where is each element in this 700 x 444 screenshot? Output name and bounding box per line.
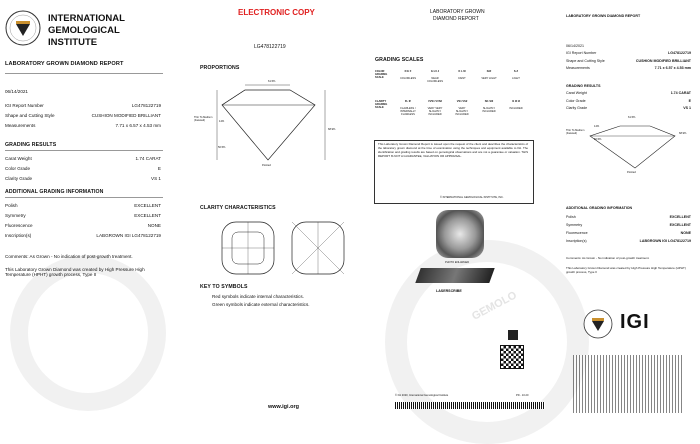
scale-cell: K L M — [458, 70, 466, 73]
stub-grading-field-value: VS 1 — [683, 106, 691, 110]
stub-additional-field-row — [566, 239, 691, 245]
grading-field-row — [5, 176, 161, 184]
stub-culet-label: Pointed — [627, 171, 636, 174]
stub-additional-title: ADDITIONAL GRADING INFORMATION — [566, 206, 633, 210]
report-field-key: IGI Report Number — [5, 103, 44, 108]
hologram — [508, 330, 518, 340]
stub-grading-field-key: Clarity Grade — [566, 106, 588, 110]
scale-description: VERY SLIGHTLY INCLUDED — [455, 107, 469, 116]
grading-scales-title: GRADING SCALES — [375, 57, 424, 63]
stub-additional-field-key: Inscription(s) — [566, 239, 587, 243]
girdle-label: Thin To Medium (Faceted) — [194, 116, 213, 123]
stub-additional-field-row — [566, 223, 691, 229]
disclaimer-text: This Laboratory Grown Diamond Report is issued upon the request of the client and describes the characteristics of the laboratory grown diamond at the time of examination using the techniques and equipment available to IGI. The identification and grading results are based on gemological observations and are not a guarantee or valuation. THIS REPORT IS NOT A GUARANTEE, VALUATION OR APPRAISAL. — [378, 142, 528, 158]
scale-description: VERY LIGHT — [481, 77, 497, 80]
stub-report-field-row — [566, 59, 691, 65]
additional-field-key: Symmetry — [5, 213, 26, 218]
stub-comments-growth: This Laboratory Grown Diamond was created by High Pressure High Temperature (HPHT) growth process, Type II — [566, 266, 686, 274]
scale-description: COLORLESS — [400, 77, 416, 80]
grading-field-row — [5, 156, 161, 164]
scale-cell: D E F — [404, 70, 412, 73]
report-number-top: LG478122719 — [254, 44, 286, 50]
scale-cell: G H I J — [430, 70, 440, 73]
scale-description: LIGHT — [512, 77, 520, 80]
stub-report-field-key: Shape and Cutting Style — [566, 58, 605, 63]
clarity-plot-crown — [218, 218, 278, 278]
table-percentage: 61.5% — [268, 80, 276, 83]
watermark-seal-left — [10, 255, 166, 411]
clarity-characteristics-title: CLARITY CHARACTERISTICS — [200, 205, 276, 211]
stub-depth-percentage: 68.9% — [679, 132, 687, 135]
stub-grading-field-value: E — [688, 98, 691, 103]
brand-logo — [5, 10, 41, 46]
footer-copyright: © IGI 2020, International Gemological Institute — [395, 394, 449, 397]
scale-cell: VS1 VS2 — [456, 100, 468, 103]
additional-field-key: Polish — [5, 203, 18, 208]
stub-additional-field-row — [566, 215, 691, 221]
grading-results-title: GRADING RESULTS — [5, 142, 57, 148]
stub-grading-field-row — [566, 91, 691, 97]
grading-field-key: Color Grade — [5, 166, 31, 171]
right-header-line2: DIAMOND REPORT — [433, 16, 479, 22]
scale-cell: SI1 SI2 — [484, 100, 494, 103]
stub-grading-title: GRADING RESULTS — [566, 84, 601, 88]
report-field-value: CUSHION MODIFIED BRILLIANT — [91, 113, 161, 118]
stub-additional-field-value: EXCELLENT — [669, 223, 691, 227]
stub-additional-field-value: LABGROWN IGI LG478122719 — [639, 239, 691, 243]
additional-field-row — [5, 223, 161, 231]
footer-code: PD - 10.20 — [516, 394, 529, 397]
stub-grading-field-row — [566, 99, 691, 105]
stub-pavilion-percentage: 50.5% — [594, 138, 602, 141]
report-field-key: Measurements — [5, 123, 36, 128]
grading-field-value: 1.74 CARAT — [135, 156, 161, 161]
key-red-symbols: Red symbols indicate internal characteristics. — [212, 294, 304, 299]
stub-title: LABORATORY GROWN DIAMOND REPORT — [566, 14, 641, 18]
scale-description: INCLUDED — [509, 107, 523, 110]
diamond-photo — [436, 210, 484, 258]
divider — [5, 150, 163, 151]
depth-percentage: 68.9% — [328, 128, 336, 131]
report-field-row — [5, 103, 161, 111]
qr-code — [500, 345, 524, 369]
stub-barcode-block — [573, 355, 683, 413]
report-field-row — [5, 113, 161, 121]
divider — [5, 73, 163, 74]
key-green-symbols: Green symbols indicate external characteristics. — [212, 302, 310, 307]
report-field-value: LG478122719 — [131, 103, 161, 108]
stub-date: 06/14/2021 — [566, 44, 584, 48]
additional-field-row — [5, 213, 161, 221]
stub-report-field-value: 7.71 x 6.57 x 4.53 mm — [654, 66, 691, 70]
scale-cell: N-R — [486, 70, 492, 73]
report-date: 06/14/2021 — [5, 89, 28, 94]
scale-cell: FL IF — [404, 100, 412, 103]
stub-report-field-value: CUSHION MODIFIED BRILLIANT — [635, 58, 691, 63]
seal-text: GEMOLO — [470, 289, 519, 323]
divider — [5, 197, 163, 198]
additional-field-value: EXCELLENT — [134, 203, 161, 208]
stub-report-field-value: LG478122719 — [668, 51, 691, 55]
additional-grading-title: ADDITIONAL GRADING INFORMATION — [5, 189, 104, 195]
additional-field-value: LABGROWN IGI LG478122719 — [96, 233, 161, 238]
stub-report-field-key: IGI Report Number — [566, 51, 597, 55]
additional-field-row — [5, 233, 161, 241]
electronic-copy-label: ELECTRONIC COPY — [238, 8, 315, 17]
scale-description: FLAWLESS / INTERNALLY FLAWLESS — [400, 107, 416, 116]
pavilion-percentage: 50.5% — [218, 146, 226, 149]
laserscribe-label: LASERSCRIBE — [436, 289, 462, 293]
stub-additional-field-value: EXCELLENT — [669, 215, 691, 219]
laserscribe-image — [415, 268, 494, 283]
scale-cell: VVS1 VVS2 — [428, 100, 442, 103]
brand-name-line1: INTERNATIONAL — [48, 13, 125, 24]
report-field-value: 7.71 x 6.57 x 4.53 mm — [115, 123, 161, 128]
clarity-plot-pavilion — [288, 218, 348, 278]
stub-additional-field-key: Polish — [566, 215, 576, 219]
stub-grading-field-key: Color Grade — [566, 98, 586, 103]
key-to-symbols-title: KEY TO SYMBOLS — [200, 284, 248, 290]
culet-label: Pointed — [262, 164, 271, 167]
stub-seal-icon — [583, 309, 613, 339]
stub-report-field-key: Measurements — [566, 66, 590, 70]
copyright-small: © INTERNATIONAL GEMOLOGICAL INSTITUTE, INC. — [440, 196, 504, 199]
additional-field-value: EXCELLENT — [134, 213, 161, 218]
stub-table-percentage: 61.5% — [628, 116, 636, 119]
crown-percentage: 14% — [219, 120, 225, 123]
scale-description: VERY VERY SLIGHTLY INCLUDED — [427, 107, 443, 116]
grading-field-key: Clarity Grade — [5, 176, 33, 181]
brand-name-line3: INSTITUTE — [48, 37, 98, 48]
stub-grading-field-value: 1.74 CARAT — [670, 91, 691, 95]
stub-additional-field-key: Fluorescence — [566, 231, 588, 235]
report-field-row — [5, 123, 161, 131]
grading-field-value: E — [157, 166, 161, 171]
additional-field-row — [5, 203, 161, 211]
comments-growth: This Laboratory Grown Diamond was created by High Pressure High Temperature (HPHT) growth process, Type II — [5, 267, 145, 278]
stub-grading-field-row — [566, 106, 691, 112]
additional-field-key: Inscription(s) — [5, 233, 32, 238]
stub-additional-field-value: NONE — [680, 231, 691, 235]
grading-field-key: Carat Weight — [5, 156, 32, 161]
report-field-key: Shape and Cutting Style — [5, 113, 55, 118]
stub-report-field-row — [566, 66, 691, 72]
report-title: LABORATORY GROWN DIAMOND REPORT — [5, 61, 124, 67]
proportions-diagram — [205, 75, 345, 165]
igi-seal-icon — [5, 10, 41, 46]
proportions-title: PROPORTIONS — [200, 65, 240, 71]
clarity-scale-label: CLARITY GRADING SCALE — [375, 100, 388, 110]
website: www.igi.org — [268, 404, 299, 410]
stub-crown-percentage: 14% — [594, 125, 600, 128]
photo-enlarged-label: PHOTO ENLARGED — [445, 261, 470, 264]
brand-name-line2: GEMOLOGICAL — [48, 25, 120, 36]
additional-field-value: NONE — [147, 223, 161, 228]
stub-additional-field-key: Symmetry — [566, 223, 583, 227]
scale-cell: S-Z — [513, 70, 519, 73]
right-header-line1: LABORATORY GROWN — [430, 9, 485, 15]
additional-field-key: Fluorescence — [5, 223, 33, 228]
stub-igi-logo: IGI — [620, 311, 650, 333]
scale-description: FAINT — [458, 77, 466, 80]
color-scale-label: COLOR GRADING SCALE — [375, 70, 388, 80]
stub-report-field-row — [566, 51, 691, 57]
scale-cell: I1 I2 I3 — [512, 100, 520, 103]
scale-description: NEAR COLORLESS — [427, 77, 443, 83]
scale-description: SLIGHTLY INCLUDED — [482, 107, 496, 113]
stub-additional-field-row — [566, 231, 691, 237]
grading-field-value: VS 1 — [151, 176, 161, 181]
grading-field-row — [5, 166, 161, 174]
comments: Comments: As Grown - No indication of post-growth treatment. — [5, 254, 133, 259]
stub-comments: Comments: As Grown - No indication of post-growth treatment. — [566, 256, 650, 260]
stub-girdle-label: Thin To Medium (Faceted) — [566, 129, 585, 136]
footer-barcode — [395, 402, 545, 409]
stub-grading-field-key: Carat Weight — [566, 91, 587, 95]
